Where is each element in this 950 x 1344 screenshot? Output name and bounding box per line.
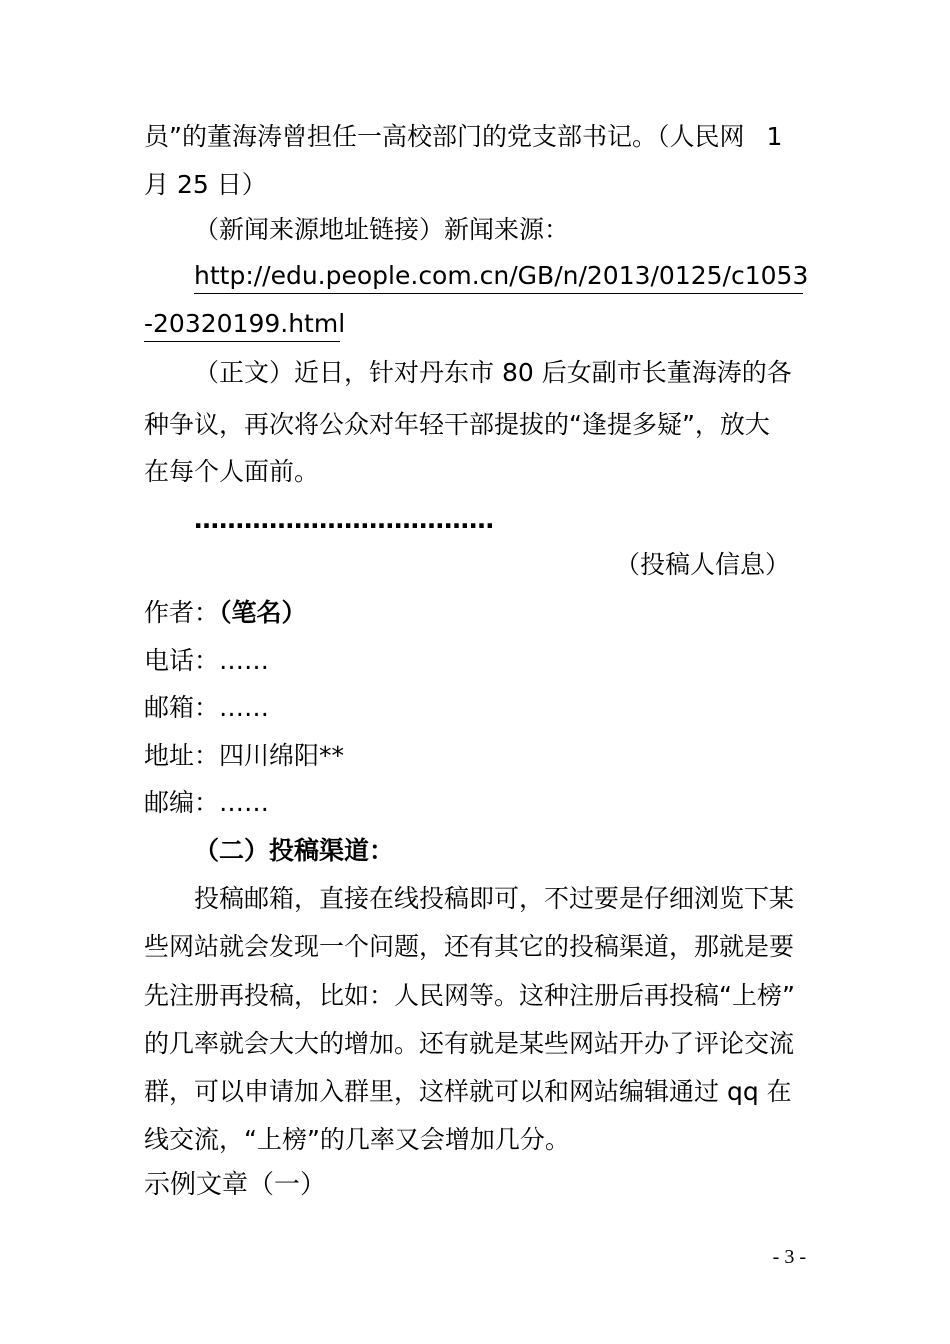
source-url-link[interactable]: -20320199.html <box>144 307 340 342</box>
body-line: 先注册再投稿，比如：人民网等。这种注册后再投稿“上榜” <box>144 981 795 1010</box>
body-line: 些网站就会发现一个问题，还有其它的投稿渠道，那就是要 <box>144 932 795 961</box>
submitter-info-label: （投稿人信息） <box>614 550 790 579</box>
text-fragment: 员”的董海涛曾担任一高校部门的党支部书记。（人民网 <box>144 122 745 151</box>
body-line: 在每个人面前。 <box>144 457 320 486</box>
source-label: （新闻来源地址链接）新闻来源： <box>194 215 570 244</box>
ellipsis-divider: ……………………………… <box>194 505 494 534</box>
body-line: 线交流，“上榜”的几率又会增加几分。 <box>144 1125 570 1154</box>
page-number: - 3 - <box>772 1246 806 1268</box>
email-field: 邮箱：…… <box>144 693 270 722</box>
author-value: （笔名） <box>219 598 307 627</box>
text-fragment: 1 <box>766 122 783 151</box>
postcode-field: 邮编：…… <box>144 788 270 817</box>
author-label: 作者： <box>144 598 220 627</box>
body-line: 投稿邮箱，直接在线投稿即可，不过要是仔细浏览下某 <box>194 884 795 913</box>
paragraph-line <box>144 120 808 154</box>
example-heading: 示例文章（一） <box>144 1170 327 1200</box>
source-url-line[interactable] <box>194 259 808 299</box>
address-field: 地址：四川绵阳** <box>144 741 345 770</box>
body-line: 群，可以申请加入群里，这样就可以和网站编辑通过 qq 在 <box>144 1077 792 1106</box>
source-url-link[interactable]: http://edu.people.com.cn/GB/n/2013/0125/c1053 <box>194 259 803 294</box>
body-line: （正文）近日，针对丹东市 80 后女副市长董海涛的各 <box>194 358 792 387</box>
author-field <box>144 596 808 630</box>
phone-field: 电话：…… <box>144 646 270 675</box>
body-line: 的几率就会大大的增加。还有就是某些网站开办了评论交流 <box>144 1029 795 1058</box>
paragraph-line: 月 25 日） <box>144 170 267 199</box>
body-line: 种争议，再次将公众对年轻干部提拔的“逢提多疑”，放大 <box>144 410 770 439</box>
section-heading: （二）投稿渠道： <box>194 836 395 865</box>
source-url-line[interactable] <box>144 307 808 351</box>
